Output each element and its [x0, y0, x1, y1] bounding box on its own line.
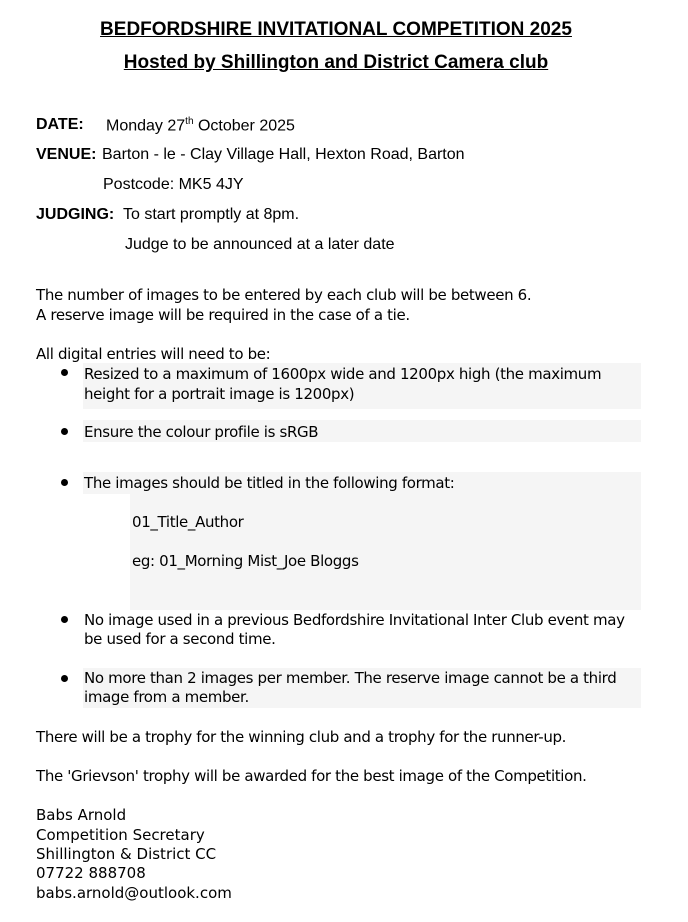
bullet-colour-profile: Ensure the colour profile is sRGB	[84, 423, 319, 441]
judging-label: JUDGING:	[36, 206, 115, 223]
bullet-previous-event: No image used in a previous Bedfordshire Invitational Inter Club event may be used for a second time.	[84, 611, 625, 648]
judging-value: To start promptly at 8pm.	[123, 206, 300, 223]
bullet-dot	[61, 428, 68, 435]
entries-count-text: The number of images to be entered by each club will be between 6.	[36, 286, 532, 304]
venue-label: VENUE:	[36, 146, 97, 163]
bullet-images-per-member: No more than 2 images per member. The reserve image cannot be a third image from a member.	[84, 669, 617, 706]
date-label: DATE:	[36, 116, 84, 133]
bullet-dot	[61, 369, 68, 376]
digital-entries-intro: All digital entries will need to be:	[36, 345, 271, 363]
format-eg: eg: 01_Morning Mist_Joe Bloggs	[132, 552, 359, 570]
bullet-dot	[61, 616, 68, 623]
contact-phone: 07722 888708	[36, 864, 146, 882]
venue-value: Barton - le - Clay Village Hall, Hexton Road, Barton	[102, 146, 465, 163]
postcode-value: Postcode: MK5 4JY	[103, 176, 244, 193]
trophy-text: There will be a trophy for the winning club and a trophy for the runner-up.	[36, 728, 567, 746]
contact-role: Competition Secretary	[36, 826, 205, 844]
judge-value: Judge to be announced at a later date	[125, 236, 395, 253]
contact-email[interactable]: babs.arnold@outlook.com	[36, 884, 232, 902]
bullet-resize: Resized to a maximum of 1600px wide and 1200px high (the maximum height for a portrait image is 1200px)	[84, 365, 602, 403]
format-example: 01_Title_Author	[132, 513, 244, 531]
grievson-trophy-text: The 'Grievson' trophy will be awarded for the best image of the Competition.	[36, 767, 587, 785]
date-value	[106, 116, 295, 135]
date-rest: October 2025	[193, 117, 295, 135]
reserve-image-text: A reserve image will be required in the case of a tie.	[36, 306, 410, 324]
document-subtitle: Hosted by Shillington and District Camera club	[123, 52, 549, 73]
document-title: BEDFORDSHIRE INVITATIONAL COMPETITION 2025	[100, 19, 572, 40]
contact-name: Babs Arnold	[36, 806, 127, 824]
bullet-dot	[61, 479, 68, 486]
date-suffix: th	[185, 116, 194, 127]
bullet-title-format: The images should be titled in the following format:	[84, 474, 455, 492]
bullet-dot	[61, 675, 68, 682]
date-day: Monday 27	[106, 117, 186, 135]
contact-club: Shillington & District CC	[36, 845, 217, 863]
